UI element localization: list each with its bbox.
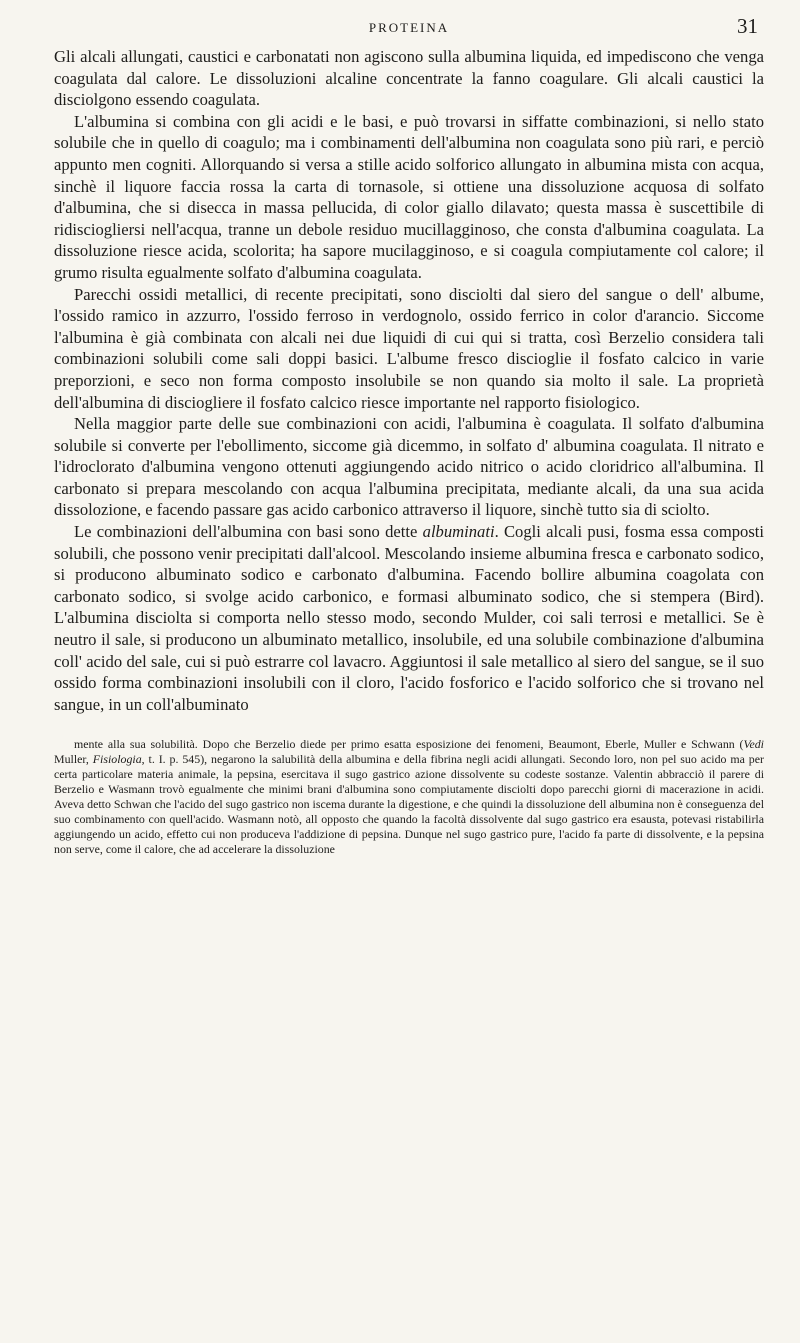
footnote-lead: mente alla sua solubilità. Dopo che Berzelio diede per primo esatta esposizione dei fenomeni, Beaumont, Eberle, Muller e Schwann ( (74, 737, 744, 752)
paragraph-5-rest: . Cogli alcali pusi, fosma essa composti solubili, che possono venir precipitati dall'alcool. Mescolando insieme albumina fresca e carbonato sodico, si producono albuminato sodico e carbonato d'albumina. Facendo bollire albumina coagolata con carbonato sodico, si svolge acido carbonico, e formasi albuminato sodico, che si stempera (Bird). L'albumina disciolta si comporta nello stesso modo, secondo Mulder, coi sali terrosi e metallici. Se è neutro il sale, si producono un albuminato metallico, insolubile, ed una solubile combinazione d'albumina coll' acido del sale, cui si può estrarre col lavacro. Aggiuntosi il sale metallico al siero del sangue, se il suo ossido forma combinazioni insolubili con il cloro, l'acido fosforico e l'acido solforico che si trovano nel sangue, in un coll'albuminato (54, 522, 765, 714)
paragraph-5-lead: Le combinazioni dell'albumina con basi sono dette (74, 522, 423, 542)
footnote-ref-volume: , t. I. p. 545) (141, 752, 205, 767)
running-head (54, 16, 764, 46)
footnote-text (54, 737, 764, 856)
footnote-ref-author: Muller, (54, 752, 93, 767)
paragraph-4: Nella maggior parte delle sue combinazioni con acidi, l'albumina è coagulata. Il solfato d'albumina solubile si converte per l'ebollimento, siccome già dicemmo, in solfato d' albumina coagulata. Il nitrato e l'idroclorato d'albumina vengono ottenuti aggiungendo acido nitrico o acido cloridrico all'albumina. Il carbonato si prepara mescolando con acqua l'albumina precipitata, mediante alcali, da una sua acida dissolozione, e facendo passare gas acido carbonico attraverso il liquore, sinchè tutto sia di sciolto. (54, 414, 764, 520)
term-albuminati: albuminati (422, 522, 495, 542)
footnote-rest: , negarono la salubilità della albumina e della fibrina negli acidi allungati. Secondo loro, non pel suo acido ma per certa particolare materia animale, la pepsina, esercitava il sugo gastrico azione dissolvente su codeste sostanze. Valentin abbracciò il parere di Berzelio e Wasmann trovò egualmente che minimi brani d'albumina sono compiutamente disciolti dopo parecchi giorni di macerazione in acidi. Aveva detto Schwan che l'acido del sugo gastrico non iscema durante la digestione, e che quindi la dissoluzione dell albumina non è conseguenza del suo combinamento con quell'acido. Wasmann notò, all opposto che quando la facoltà dissolvente dal sugo gastrico era esausta, potevasi ristabilirla aggiungendo un acido, effetto cui non produceva l'addizione di pepsina. Dunque nel sugo gastrico pure, l'acido fa parte di dissolvente, e la pepsina non serve, come il calore, che ad accelerare la dissoluzione (54, 752, 764, 856)
page-number: 31 (737, 14, 758, 38)
footnote-ref-vedi: Vedi (743, 737, 764, 752)
paragraph-3: Parecchi ossidi metallici, di recente precipitati, sono disciolti dal siero del sangue o dell' albume, l'ossido ramico in azzurro, l'ossido ferroso in verdognolo, ossido ferrico in color d'arancio. Siccome l'albumina è già combinata con alcali nei due liquidi di cui qui si tratta, così Berzelio considera tali combinazioni solubili come sali doppi basici. L'albume fresco discioglie il fosfato calcico in varie preporzioni, e seco non forma composto insolubile se non quando sia molto il sale. La proprietà dell'albumina di disciogliere il fosfato calcico riesce importante nel rapporto fisiologico. (54, 284, 764, 412)
footnote-ref-title: Fisiologia (92, 752, 142, 767)
paragraph-2: L'albumina si combina con gli acidi e le basi, e può trovarsi in siffatte combinazioni, si nello stato solubile che in quello di coagulo; ma i combinamenti dell'albumina non coagulata sono più rari, e perciò appunto men cogniti. Allorquando si versa a stille acido solforico allungato in albumina mista con acqua, sinchè il liquore faccia rossa la carta di tornasole, si ottiene una dissoluzione acquosa di solfato d'albumina, che si disecca in massa pellucida, di color giallo dilavato; questa massa è suscettibile di ridisciogliersi nell'acqua, tranne un debole residuo mucillagginoso, che consta d'albumina coagulata. La dissoluzione riesce acida, scolorita; ha sapore mucilagginoso, e si coagula compiutamente col calore; il grumo risulta egualmente solfato d'albumina coagulata. (54, 111, 764, 282)
footnote (54, 737, 764, 856)
body-text (54, 46, 764, 715)
paragraph-5 (54, 521, 764, 715)
running-title: PROTEINA (368, 20, 450, 35)
paragraph-1: Gli alcali allungati, caustici e carbonatati non agiscono sulla albumina liquida, ed impediscono che venga coagulata dal calore. Le dissoluzioni alcaline concentrate la fanno coagulare. Gli alcali caustici la disciolgono essendo coagulata. (54, 47, 764, 110)
